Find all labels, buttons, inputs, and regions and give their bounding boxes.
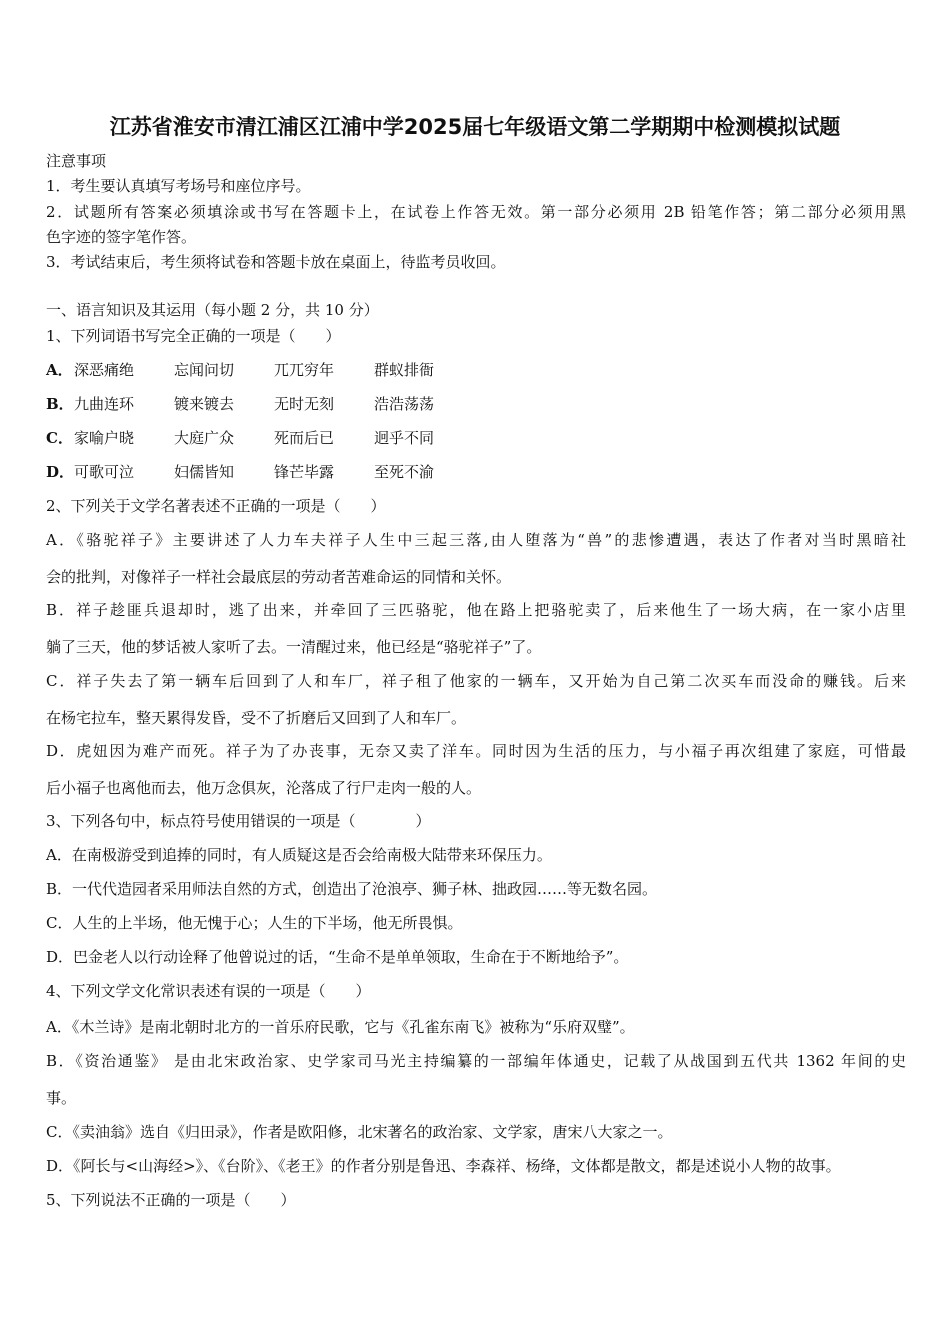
question-2-stem: 2、下列关于文学名著表述不正确的一项是（ ）	[46, 497, 386, 515]
option-word: 可歌可泣	[74, 463, 135, 481]
q2-option-c-cont: 在杨宅拉车，整天累得发昏，受不了折磨后又回到了人和车厂。	[46, 709, 467, 727]
q2-option-a: A．《骆驼祥子》主要讲述了人力车夫祥子人生中三起三落,由人堕落为“兽”的悲惨遭遇，表达了作者对当时黑暗社	[46, 531, 906, 549]
option-word: 大庭广众	[174, 429, 235, 447]
question-1-stem: 1、下列词语书写完全正确的一项是（ ）	[46, 327, 341, 345]
q1-option-d	[46, 462, 474, 482]
q2-option-d: D．虎妞因为难产而死。祥子为了办丧事，无奈又卖了洋车。同时因为生活的压力，与小福子再次组建了家庭，可惜最	[46, 742, 906, 760]
q4-option-d: D．《阿长与<山海经>》、《台阶》、《老王》的作者分别是鲁迅、李森祥、杨绛，文体都是散文，都是述说小人物的故事。	[46, 1157, 841, 1175]
notice-item-1: 1．考生要认真填写考场号和座位序号。	[46, 177, 311, 195]
q4-option-a: A．《木兰诗》是南北朝时北方的一首乐府民歌，它与《孔雀东南飞》被称为“乐府双璧”。	[46, 1018, 635, 1036]
q1-option-c	[46, 428, 474, 448]
notice-heading: 注意事项	[46, 152, 107, 170]
option-word: 妇儒皆知	[174, 463, 235, 481]
option-word: 锋芒毕露	[274, 463, 335, 481]
notice-item-2-cont: 色字迹的签字笔作答。	[46, 228, 197, 246]
q1-option-a	[46, 360, 474, 380]
question-4-stem: 4、下列文学文化常识表述有误的一项是（ ）	[46, 982, 371, 1000]
option-word: 忘闻问切	[174, 361, 235, 379]
q2-option-a-cont: 会的批判，对像祥子一样社会最底层的劳动者苦难命运的同情和关怀。	[46, 568, 512, 586]
section-heading: 一、语言知识及其运用（每小题 2 分，共 10 分）	[46, 301, 379, 319]
notice-item-3: 3．考试结束后，考生须将试卷和答题卡放在桌面上，待监考员收回。	[46, 253, 506, 271]
option-word: 群蚁排衙	[374, 361, 435, 379]
option-label: D．	[46, 463, 75, 481]
q1-option-b	[46, 394, 474, 414]
q4-option-c: C．《卖油翁》选自《归田录》，作者是欧阳修，北宋著名的政治家、文学家，唐宋八大家之一。	[46, 1123, 673, 1141]
option-word: 迥乎不同	[374, 429, 435, 447]
option-word: 兀兀穷年	[274, 361, 335, 379]
q3-option-b: B．一代代造园者采用师法自然的方式，创造出了沧浪亭、狮子林、拙政园……等无数名园。	[46, 880, 658, 898]
q4-option-b: B．《资治通鉴》 是由北宋政治家、史学家司马光主持编纂的一部编年体通史，记载了从战国到五代共 1362 年间的史	[46, 1052, 906, 1070]
option-word: 浩浩荡荡	[374, 395, 435, 413]
q3-option-c: C．人生的上半场，他无愧于心；人生的下半场，他无所畏惧。	[46, 914, 463, 932]
q3-option-d: D．巴金老人以行动诠释了他曾说过的话，“生命不是单单领取，生命在于不断地给予”。	[46, 948, 629, 966]
option-word: 家喻户晓	[74, 429, 135, 447]
q2-option-d-cont: 后小福子也离他而去，他万念俱灰，沦落成了行尸走肉一般的人。	[46, 779, 482, 797]
option-word: 无时无刻	[274, 395, 335, 413]
q4-option-b-cont: 事。	[46, 1089, 77, 1107]
q2-option-b: B．祥子趁匪兵退却时，逃了出来，并牵回了三匹骆驼，他在路上把骆驼卖了，后来他生了一场大病，在一家小店里	[46, 601, 906, 619]
option-label: A．	[46, 361, 73, 379]
option-label: C．	[46, 429, 73, 447]
question-5-stem: 5、下列说法不正确的一项是（ ）	[46, 1191, 296, 1209]
notice-item-2: 2．试题所有答案必须填涂或书写在答题卡上，在试卷上作答无效。第一部分必须用 2B 铅笔作答；第二部分必须用黑	[46, 203, 906, 221]
q3-option-a: A．在南极游受到追捧的同时，有人质疑这是否会给南极大陆带来环保压力。	[46, 846, 552, 864]
q2-option-c: C．祥子失去了第一辆车后回到了人和车厂，祥子租了他家的一辆车，又开始为自己第二次买车而没命的赚钱。后来	[46, 672, 906, 690]
option-word: 镀来镀去	[174, 395, 235, 413]
option-word: 九曲连环	[74, 395, 135, 413]
option-label: B．	[46, 395, 74, 413]
q2-option-b-cont: 躺了三天，他的梦话被人家听了去。一清醒过来，他已经是“骆驼祥子”了。	[46, 638, 542, 656]
page-title: 江苏省淮安市清江浦区江浦中学2025届七年级语文第二学期期中检测模拟试题	[109, 115, 841, 139]
question-3-stem: 3、下列各句中，标点符号使用错误的一项是（ ）	[46, 812, 431, 830]
option-word: 至死不渝	[374, 463, 435, 481]
option-word: 深恶痛绝	[74, 361, 135, 379]
option-word: 死而后已	[274, 429, 335, 447]
